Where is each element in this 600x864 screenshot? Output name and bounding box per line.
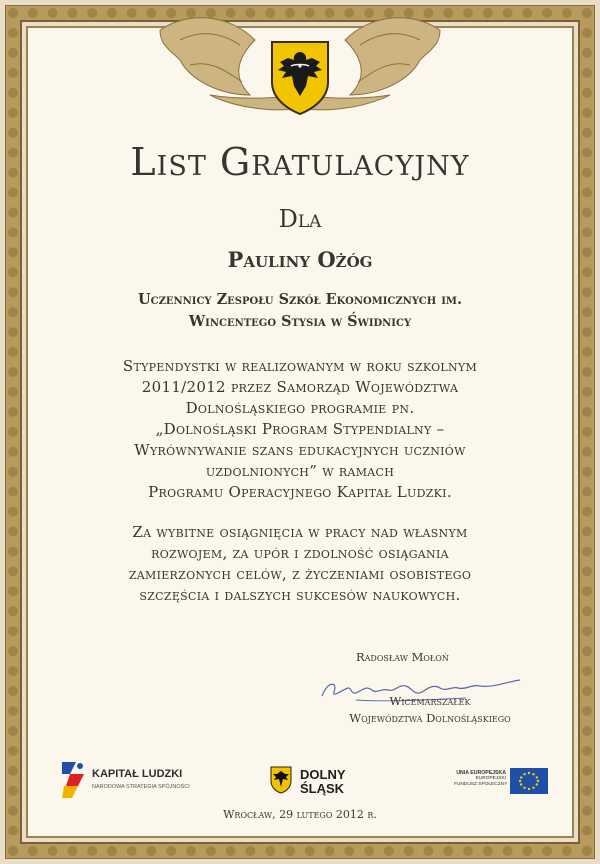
- certificate-title: List Gratulacyjny: [130, 140, 470, 184]
- wishes-line: szczęścia i dalszych sukcesów naukowych.: [139, 586, 461, 604]
- recipient-name: Pauliny Ożóg: [227, 247, 373, 272]
- scholarship-paragraph: [52, 356, 548, 503]
- wishes-line: rozwojem, za upór i zdolność osiągania: [151, 544, 449, 562]
- body-line: uzdolnionych” w ramach: [205, 462, 395, 480]
- dolny-slask-line1: DOLNY: [300, 767, 346, 782]
- wishes-line: Za wybitne osiągnięcia w pracy nad własnym: [132, 523, 468, 541]
- school-line: Uczennicy Zespołu Szkół Ekonomicznych im.: [137, 291, 463, 308]
- wishes-line: zamierzonych celów, z życzeniami osobistego: [128, 565, 472, 583]
- body-line: „Dolnośląski Program Stypendialny –: [155, 420, 445, 438]
- issue-date: Wrocław, 29 lutego 2012 r.: [223, 808, 377, 821]
- body-line: Stypendystki w realizowanym w roku szkolnym: [122, 357, 478, 375]
- school-line: Wincentego Stysia w Świdnicy: [188, 313, 412, 330]
- body-line: Programu Operacyjnego Kapitał Ludzki.: [148, 483, 452, 501]
- for-label: Dla: [278, 205, 322, 233]
- wishes-paragraph: [52, 522, 548, 606]
- signer-title-line: Wicemarszałek: [389, 694, 471, 708]
- body-line: Wyrównywanie szans edukacyjnych uczniów: [134, 441, 466, 459]
- eagle-crest-icon: [150, 0, 450, 120]
- eu-flag-icon: [510, 768, 548, 794]
- eu-line3: FUNDUSZ SPOŁECZNY: [454, 782, 508, 787]
- signer-name: Radosław Mołoń: [356, 650, 449, 664]
- eagle-crest-icon: [270, 766, 292, 794]
- logos-row: [60, 760, 550, 806]
- crest-ornament: [150, 0, 450, 120]
- body-line: 2011/2012 przez Samorząd Województwa: [141, 378, 459, 396]
- eu-line2: EUROPEJSKI: [475, 776, 506, 781]
- signer-title-line: Województwa Dolnośląskiego: [349, 711, 511, 725]
- kapital-ludzki-name: KAPITAŁ LUDZKI: [92, 768, 183, 780]
- kapital-ludzki-logo: [60, 760, 200, 804]
- eu-text: [454, 770, 506, 788]
- eu-logo: [454, 768, 554, 798]
- dolny-slask-logo: [270, 766, 370, 806]
- body-line: Dolnośląskiego programie pn.: [185, 399, 415, 417]
- eu-line1: UNIA EUROPEJSKA: [456, 770, 506, 776]
- school-description: [60, 289, 540, 333]
- kapital-ludzki-tagline: NARODOWA STRATEGIA SPÓJNOŚCI: [92, 784, 190, 790]
- dolny-slask-line2: ŚLĄSK: [300, 781, 345, 796]
- signer-title: [300, 693, 560, 727]
- kapital-ludzki-icon: [60, 760, 86, 800]
